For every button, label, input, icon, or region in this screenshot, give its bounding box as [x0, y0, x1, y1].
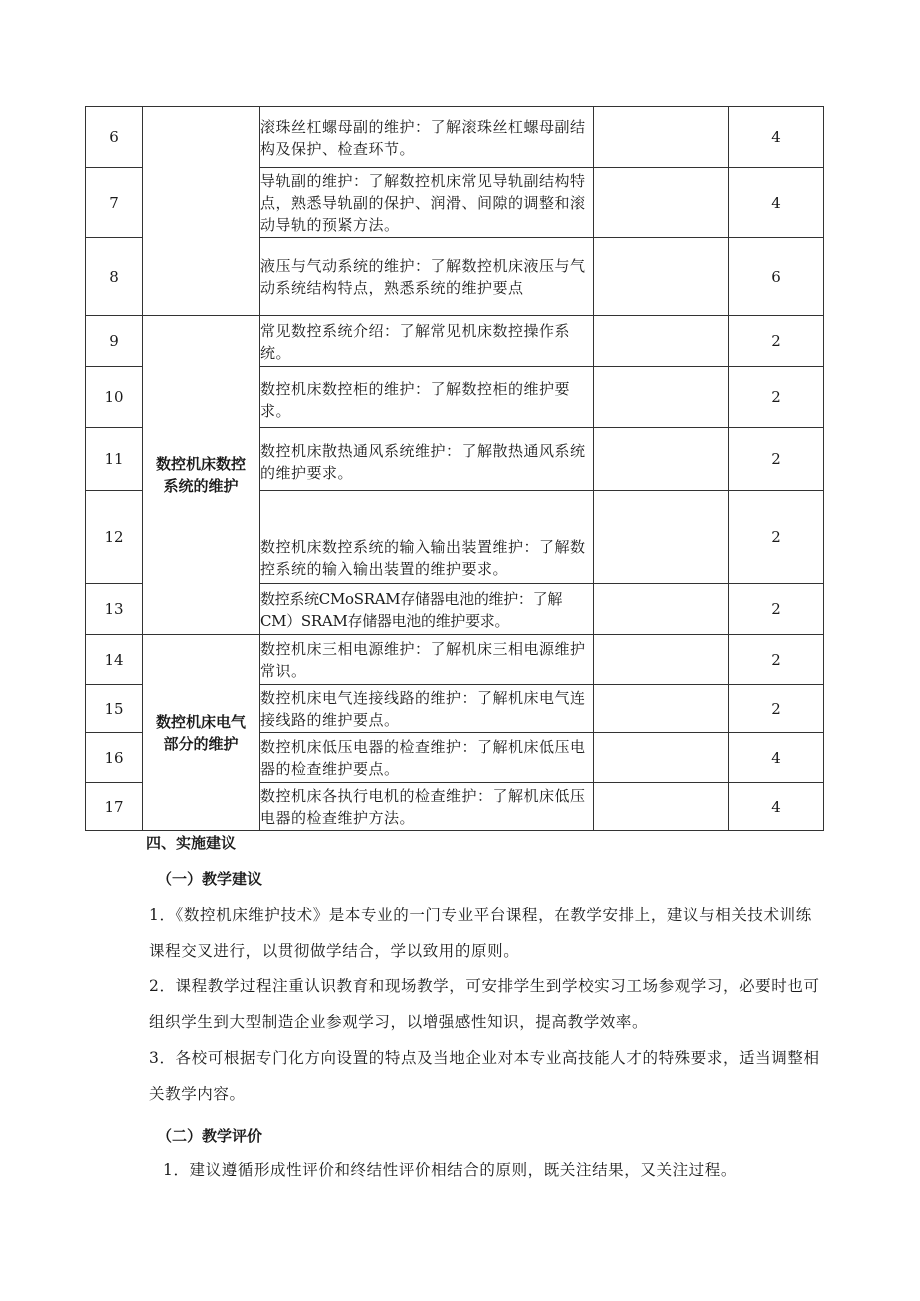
row-content: 数控机床数控柜的维护：了解数控柜的维护要求。	[260, 367, 594, 428]
row-content: 滚珠丝杠螺母副的维护：了解滚珠丝杠螺母副结构及保护、检查环节。	[260, 107, 594, 168]
row-number: 6	[86, 107, 143, 168]
blank-cell	[594, 107, 729, 168]
row-hours: 4	[729, 168, 824, 238]
section-heading: 四、实施建议	[146, 834, 237, 852]
row-hours: 4	[729, 783, 824, 831]
blank-cell	[594, 238, 729, 316]
blank-cell	[594, 584, 729, 635]
paragraph: 2．课程教学过程注重认识教育和现场教学，可安排学生到学校实习工场参观学习，必要时也可组织学生到大型制造企业参观学习，以增强感性知识，提高教学效率。	[149, 977, 820, 1031]
row-content: 数控机床各执行电机的检查维护：了解机床低压电器的检查维护方法。	[260, 783, 594, 831]
row-content: 常见数控系统介绍：了解常见机床数控操作系统。	[260, 316, 594, 367]
row-hours: 2	[729, 367, 824, 428]
row-content: 数控系统CMoSRAM存储器电池的维护：了解CM）SRAM存储器电池的维护要求。	[260, 584, 594, 635]
table-row	[86, 107, 824, 168]
row-number: 8	[86, 238, 143, 316]
blank-cell	[594, 685, 729, 733]
row-content: 数控机床低压电器的检查维护：了解机床低压电器的检查维护要点。	[260, 733, 594, 783]
row-hours: 2	[729, 316, 824, 367]
subsection-heading-teaching-evaluation: （二）教学评价	[157, 1127, 263, 1145]
row-content: 数控机床电气连接线路的维护：了解机床电气连接线路的维护要点。	[260, 685, 594, 733]
row-hours: 4	[729, 733, 824, 783]
row-hours: 4	[729, 107, 824, 168]
row-number: 11	[86, 428, 143, 491]
blank-cell	[594, 316, 729, 367]
row-number: 9	[86, 316, 143, 367]
row-number: 10	[86, 367, 143, 428]
course-content-table	[85, 106, 824, 831]
paragraph: 1．建议遵循形成性评价和终结性评价相结合的原则，既关注结果，又关注过程。	[163, 1161, 737, 1179]
blank-cell	[594, 367, 729, 428]
module-name: 数控机床电气部分的维护	[143, 635, 260, 831]
row-content: 数控机床三相电源维护：了解机床三相电源维护常识。	[260, 635, 594, 685]
row-content: 导轨副的维护：了解数控机床常见导轨副结构特点，熟悉导轨副的保护、润滑、间隙的调整和滚动导轨的预紧方法。	[260, 168, 594, 238]
blank-cell	[594, 168, 729, 238]
row-hours: 2	[729, 491, 824, 584]
paragraph: 3．各校可根据专门化方向设置的特点及当地企业对本专业高技能人才的特殊要求，适当调整相关教学内容。	[149, 1049, 820, 1103]
row-hours: 2	[729, 685, 824, 733]
row-number: 16	[86, 733, 143, 783]
paragraph: 1．《数控机床维护技术》是本专业的一门专业平台课程，在教学安排上，建议与相关技术训练课程交叉进行，以贯彻做学结合，学以致用的原则。	[149, 906, 812, 960]
table-row	[86, 316, 824, 367]
module-cell-empty	[143, 107, 260, 316]
row-content: 数控机床散热通风系统维护：了解散热通风系统的维护要求。	[260, 428, 594, 491]
row-number: 14	[86, 635, 143, 685]
row-number: 12	[86, 491, 143, 584]
module-name: 数控机床数控系统的维护	[143, 316, 260, 635]
blank-cell	[594, 635, 729, 685]
row-number: 13	[86, 584, 143, 635]
row-number: 15	[86, 685, 143, 733]
blank-cell	[594, 733, 729, 783]
subsection-heading-teaching-advice: （一）教学建议	[157, 870, 263, 888]
blank-cell	[594, 428, 729, 491]
row-number: 7	[86, 168, 143, 238]
row-content: 数控机床数控系统的输入输出装置维护：了解数控系统的输入输出装置的维护要求。	[260, 491, 594, 584]
row-hours: 6	[729, 238, 824, 316]
row-hours: 2	[729, 428, 824, 491]
row-number: 17	[86, 783, 143, 831]
blank-cell	[594, 783, 729, 831]
row-hours: 2	[729, 584, 824, 635]
row-content: 液压与气动系统的维护：了解数控机床液压与气动系统结构特点，熟悉系统的维护要点	[260, 238, 594, 316]
table-row	[86, 635, 824, 685]
row-hours: 2	[729, 635, 824, 685]
blank-cell	[594, 491, 729, 584]
